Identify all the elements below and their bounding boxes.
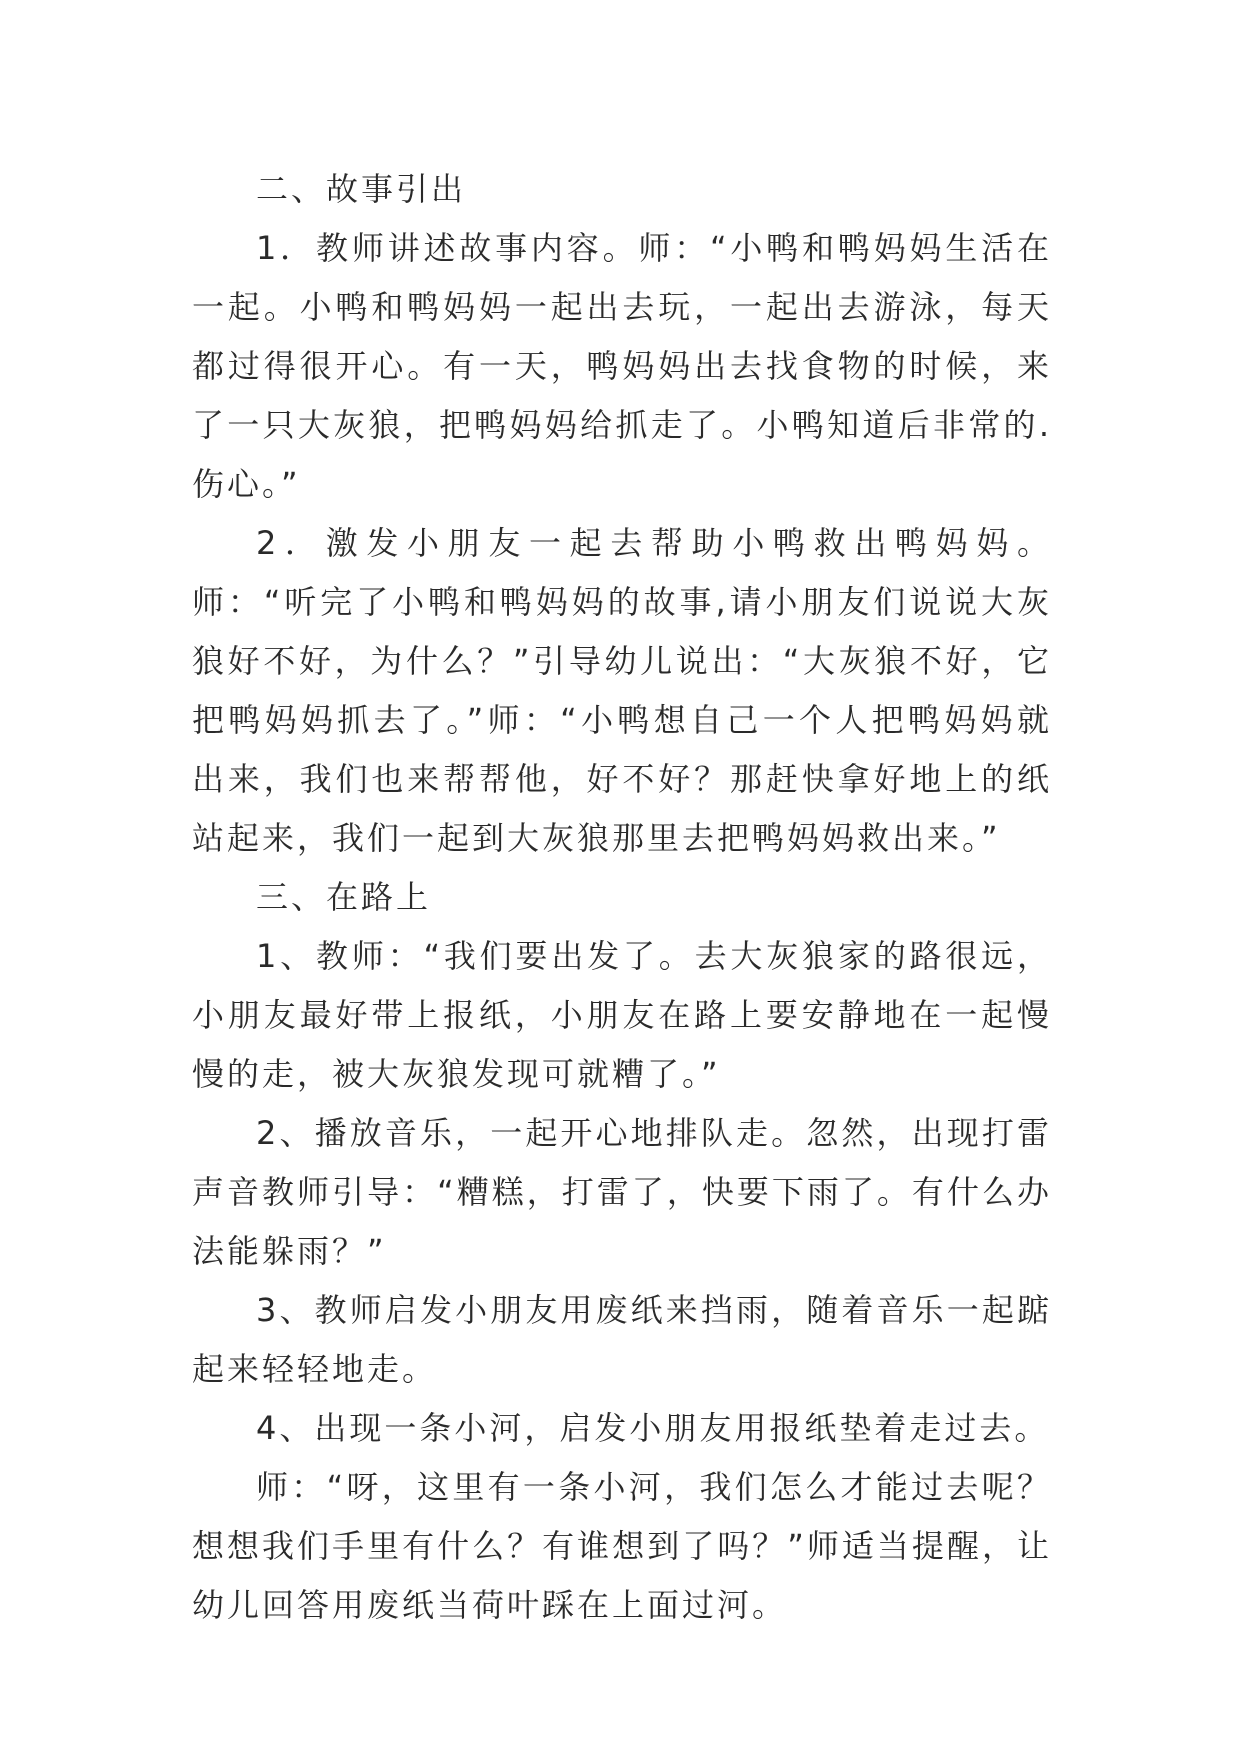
paragraph-step-1: 1．教师讲述故事内容。师：“小鸭和鸭妈妈生活在一起。小鸭和鸭妈妈一起出去玩，一起出去游泳，每天都过得很开心。有一天，鸭妈妈出去找食物的时候，来了一只大灰狼，把鸭妈妈给抓走了。小鸭知道后非常的.伤心。” bbox=[192, 229, 1052, 503]
paragraph-road-1: 1、教师：“我们要出发了。去大灰狼家的路很远，小朋友最好带上报纸，小朋友在路上要安静地在一起慢慢的走，被大灰狼发现可就糟了。” bbox=[192, 937, 1052, 1093]
paragraph-step-2: 2．激发小朋友一起去帮助小鸭救出鸭妈妈。师：“听完了小鸭和鸭妈妈的故事,请小朋友们说说大灰狼好不好，为什么？”引导幼儿说出：“大灰狼不好，它把鸭妈妈抓去了。”师：“小鸭想自己一个人把鸭妈妈就出来，我们也来帮帮他，好不好？那赶快拿好地上的纸站起来，我们一起到大灰狼那里去把鸭妈妈救出来。” bbox=[192, 524, 1052, 857]
section-heading-story-intro: 二、故事引出 bbox=[256, 170, 467, 208]
paragraph-road-4: 4、出现一条小河，启发小朋友用报纸垫着走过去。 bbox=[256, 1409, 1050, 1447]
document-body bbox=[192, 160, 1052, 1635]
section-heading-on-the-road: 三、在路上 bbox=[256, 878, 432, 916]
paragraph-road-3: 3、教师启发小朋友用废纸来挡雨，随着音乐一起踮起来轻轻地走。 bbox=[192, 1291, 1052, 1388]
paragraph-teacher-river: 师：“呀，这里有一条小河，我们怎么才能过去呢？想想我们手里有什么？有谁想到了吗？”师适当提醒，让幼儿回答用废纸当荷叶踩在上面过河。 bbox=[192, 1468, 1052, 1624]
paragraph-road-2: 2、播放音乐，一起开心地排队走。忽然，出现打雷声音教师引导：“糟糕，打雷了，快要下雨了。有什么办法能躲雨？” bbox=[192, 1114, 1052, 1270]
